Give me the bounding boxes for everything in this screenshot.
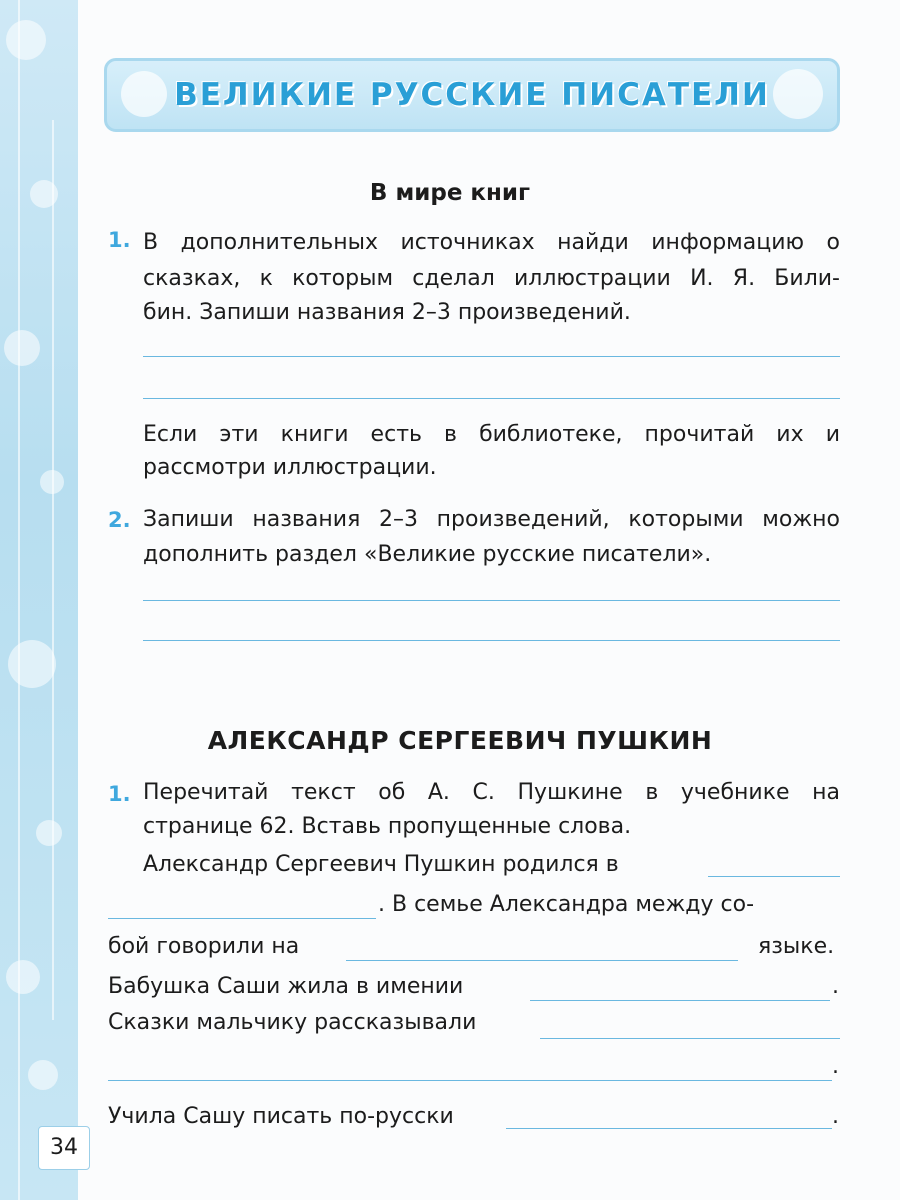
task-text-line: Перечитай текст об А. С. Пушкине в учебнике на: [143, 780, 840, 805]
answer-line-estate[interactable]: [530, 1000, 830, 1001]
chapter-banner: [104, 58, 840, 132]
section-heading-pushkin: АЛЕКСАНДР СЕРГЕЕВИЧ ПУШКИН: [207, 726, 713, 755]
note-text-line: рассмотри иллюстрации.: [143, 455, 437, 480]
fill-text-taught: Учила Сашу писать по-русски: [108, 1104, 454, 1129]
task-text-line: Запиши названия 2–3 произведений, которыми можно: [143, 507, 840, 532]
period: .: [832, 1104, 839, 1129]
answer-line-birthplace[interactable]: [708, 876, 840, 877]
task-text-line: дополнить раздел «Великие русские писатели».: [143, 542, 712, 567]
task-number: 2.: [108, 508, 131, 532]
task-text-line: В дополнительных источниках найди информацию о: [143, 230, 840, 255]
note-text-line: Если эти книги есть в библиотеке, прочитай их и: [143, 422, 840, 447]
fill-text-family: . В семье Александра между со-: [378, 892, 755, 917]
fill-text-tales: Сказки мальчику рассказывали: [108, 1010, 477, 1035]
fill-text-language: языке.: [758, 934, 835, 959]
answer-line[interactable]: [143, 640, 840, 641]
answer-line-birthplace-cont[interactable]: [108, 918, 376, 919]
task-text-line: сказках, к которым сделал иллюстрации И. Я. Били-: [143, 266, 840, 291]
side-decoration: [0, 0, 78, 1200]
chapter-title: ВЕЛИКИЕ РУССКИЕ ПИСАТЕЛИ: [174, 77, 770, 113]
fill-text-grandmother: Бабушка Саши жила в имении: [108, 974, 464, 999]
section-heading-books: В мире книг: [369, 180, 531, 206]
answer-line-storyteller[interactable]: [540, 1038, 840, 1039]
fill-text-born: Александр Сергеевич Пушкин родился в: [143, 852, 619, 877]
page-number: 34: [38, 1126, 90, 1170]
period: .: [832, 974, 839, 999]
answer-line[interactable]: [143, 600, 840, 601]
answer-line[interactable]: [143, 356, 840, 357]
answer-line-language[interactable]: [346, 960, 738, 961]
period: .: [832, 1054, 839, 1079]
fill-text-spoke: бой говорили на: [108, 934, 300, 959]
task-number: 1.: [108, 228, 131, 252]
task-text-line: бин. Запиши названия 2–3 произведений.: [143, 300, 631, 325]
task-text-line: странице 62. Вставь пропущенные слова.: [143, 814, 632, 839]
task-number: 1.: [108, 782, 131, 806]
answer-line-storyteller-cont[interactable]: [108, 1080, 832, 1081]
answer-line[interactable]: [143, 398, 840, 399]
answer-line-teacher[interactable]: [506, 1128, 832, 1129]
